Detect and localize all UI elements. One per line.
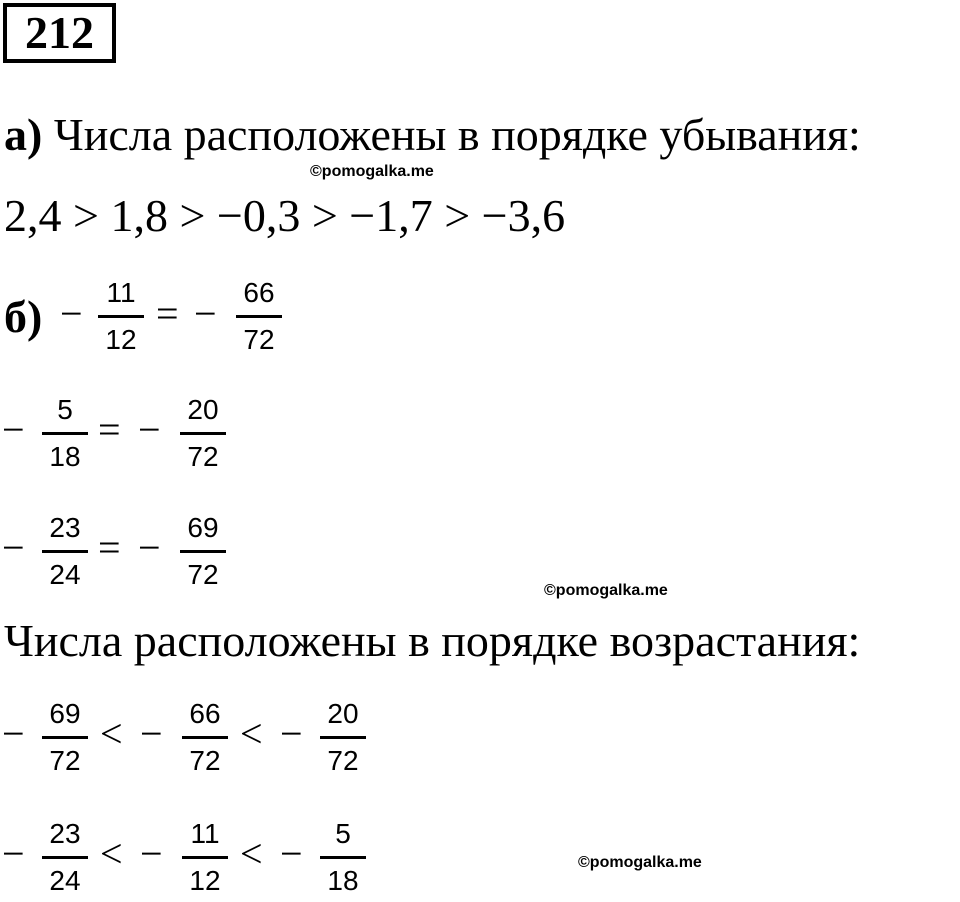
minus-sign: −	[2, 407, 25, 452]
fraction-bar	[42, 432, 88, 435]
denominator: 72	[189, 745, 221, 776]
fraction-bar	[42, 550, 88, 553]
fraction-bar	[180, 550, 226, 553]
part-a-chain: 2,4 > 1,8 > −0,3 > −1,7 > −3,6	[4, 190, 566, 241]
fraction-bar	[42, 856, 88, 859]
denominator: 18	[49, 441, 81, 472]
minus-sign: −	[2, 831, 25, 876]
fraction	[180, 396, 226, 471]
numerator: 69	[187, 512, 219, 543]
fraction-bar	[182, 736, 228, 739]
task-number: 212	[3, 3, 116, 63]
equals-sign: =	[156, 291, 179, 336]
equals-sign: =	[98, 525, 121, 570]
minus-sign: −	[2, 711, 25, 756]
denominator: 24	[49, 559, 81, 590]
minus-sign: −	[280, 831, 303, 876]
fraction	[236, 279, 282, 354]
fraction	[42, 514, 88, 589]
denominator: 72	[49, 745, 81, 776]
less-than-sign: <	[100, 831, 123, 876]
denominator: 72	[187, 441, 219, 472]
numerator: 11	[190, 818, 220, 849]
numerator: 11	[106, 277, 136, 308]
part-b-text: Числа расположены в порядке возрастания:	[4, 615, 861, 666]
numerator: 23	[49, 512, 81, 543]
minus-sign: −	[140, 831, 163, 876]
numerator: 20	[327, 698, 359, 729]
fraction	[320, 820, 366, 895]
watermark-2: ©pomogalka.me	[544, 582, 668, 599]
fraction-bar	[320, 736, 366, 739]
minus-sign: −	[280, 711, 303, 756]
fraction-bar	[98, 315, 144, 318]
numerator: 5	[335, 818, 351, 849]
denominator: 18	[327, 865, 359, 896]
denominator: 12	[105, 324, 137, 355]
part-a-label: а)	[4, 109, 43, 160]
fraction	[180, 514, 226, 589]
minus-sign: −	[138, 407, 161, 452]
less-than-sign: <	[240, 831, 263, 876]
numerator: 20	[187, 394, 219, 425]
fraction	[182, 820, 228, 895]
fraction	[42, 700, 88, 775]
minus-sign: −	[140, 711, 163, 756]
part-a-heading	[4, 109, 861, 160]
minus-sign: −	[194, 291, 217, 336]
numerator: 5	[57, 394, 73, 425]
fraction-bar	[182, 856, 228, 859]
fraction	[320, 700, 366, 775]
numerator: 69	[49, 698, 81, 729]
fraction	[182, 700, 228, 775]
denominator: 72	[327, 745, 359, 776]
watermark-1: ©pomogalka.me	[310, 163, 434, 180]
fraction	[98, 279, 144, 354]
fraction-bar	[320, 856, 366, 859]
fraction	[42, 820, 88, 895]
denominator: 24	[49, 865, 81, 896]
fraction-bar	[236, 315, 282, 318]
denominator: 72	[187, 559, 219, 590]
minus-sign: −	[138, 525, 161, 570]
numerator: 23	[49, 818, 81, 849]
numerator: 66	[243, 277, 275, 308]
minus-sign: −	[60, 291, 83, 336]
numerator: 66	[189, 698, 221, 729]
minus-sign: −	[2, 525, 25, 570]
equals-sign: =	[98, 407, 121, 452]
denominator: 72	[243, 324, 275, 355]
part-a-text: Числа расположены в порядке убывания:	[53, 109, 861, 160]
fraction-bar	[180, 432, 226, 435]
less-than-sign: <	[240, 711, 263, 756]
fraction	[42, 396, 88, 471]
denominator: 12	[189, 865, 221, 896]
watermark-3: ©pomogalka.me	[578, 854, 702, 871]
part-b-label: б)	[4, 291, 43, 342]
fraction-bar	[42, 736, 88, 739]
less-than-sign: <	[100, 711, 123, 756]
